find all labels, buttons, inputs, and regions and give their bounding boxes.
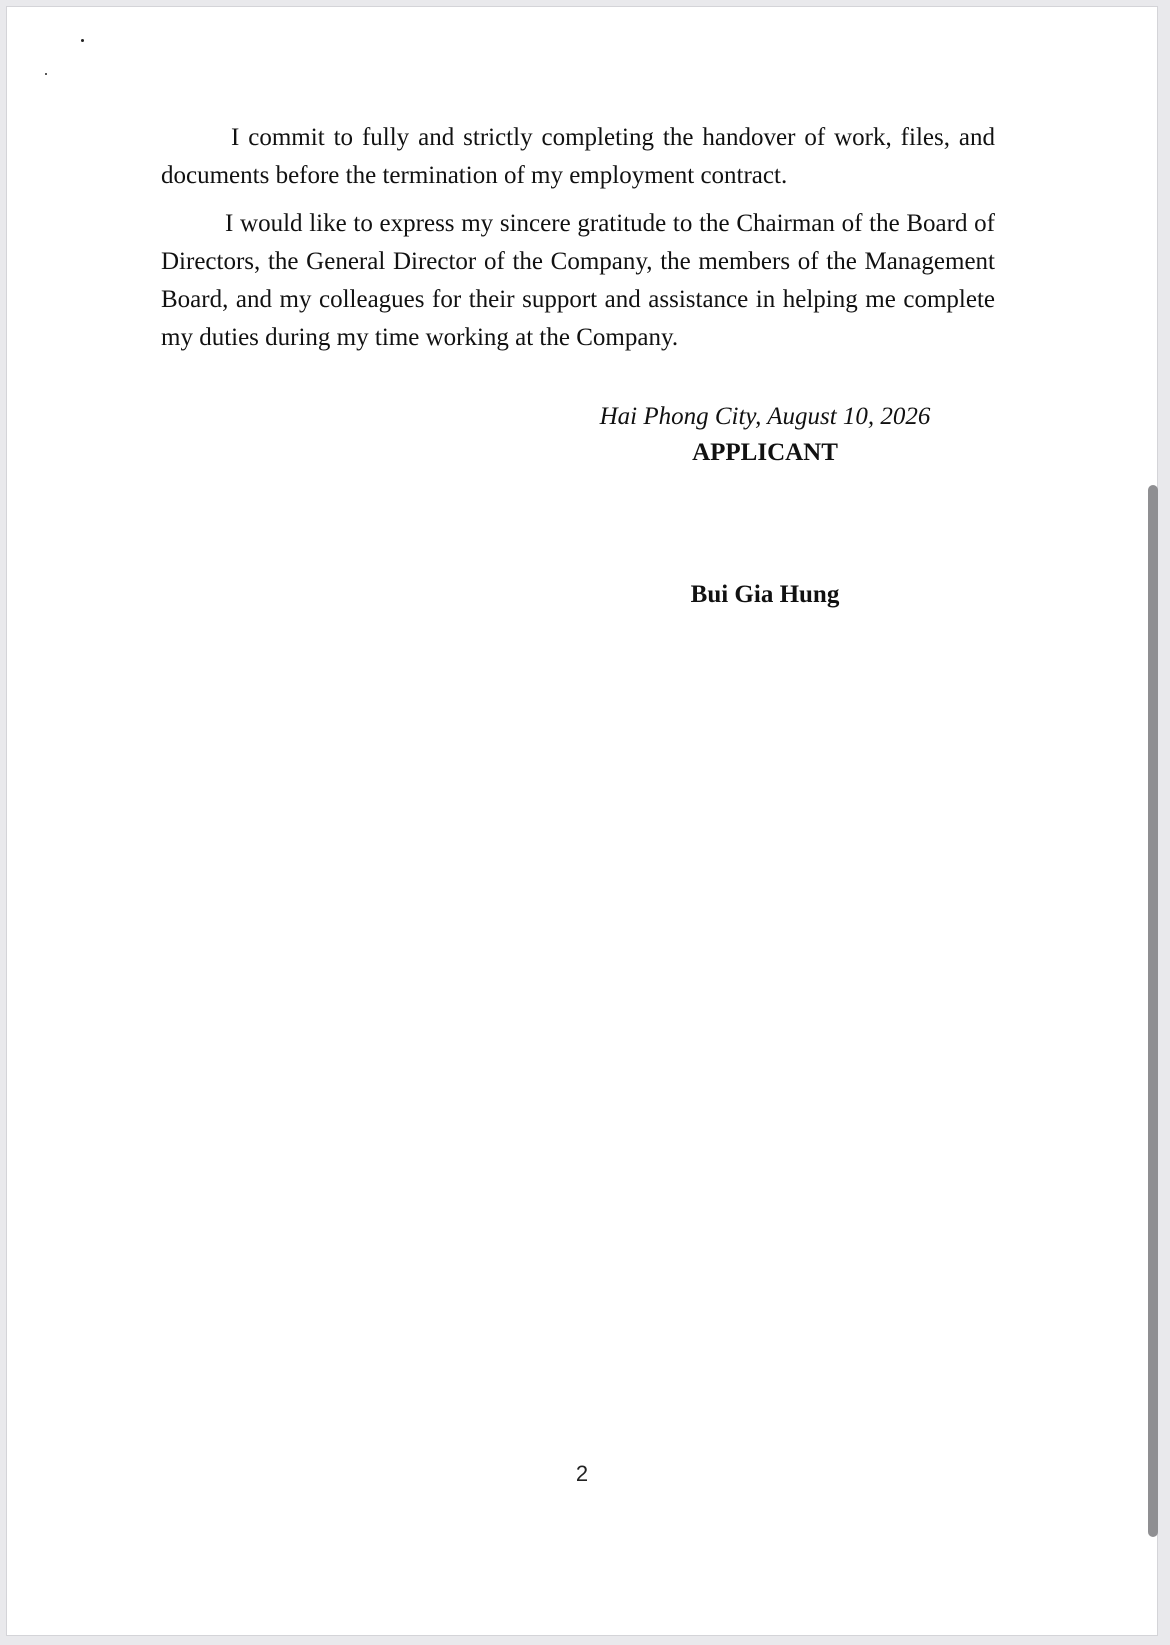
signer-name: Bui Gia Hung bbox=[690, 581, 840, 608]
page-number: 2 bbox=[575, 1461, 589, 1486]
scan-speck bbox=[81, 39, 84, 42]
scan-speck bbox=[45, 73, 47, 75]
place-date: Hai Phong City, August 10, 2026 bbox=[599, 403, 931, 430]
signature-block bbox=[567, 399, 963, 613]
document-body bbox=[161, 119, 995, 367]
document-page bbox=[6, 6, 1158, 1636]
signer-role: APPLICANT bbox=[692, 439, 838, 466]
paragraph-handover-commitment: I commit to fully and strictly completing the handover of work, files, and documents before the termination of my employment contract. bbox=[161, 124, 995, 189]
paragraph-gratitude: I would like to express my sincere gratitude to the Chairman of the Board of Directors, the General Director of the Company, the members of the Management Board, and my colleagues for their support and assistance in helping me complete my duties during my time working at the Company. bbox=[161, 210, 995, 351]
vertical-scrollbar[interactable] bbox=[1148, 485, 1158, 1537]
